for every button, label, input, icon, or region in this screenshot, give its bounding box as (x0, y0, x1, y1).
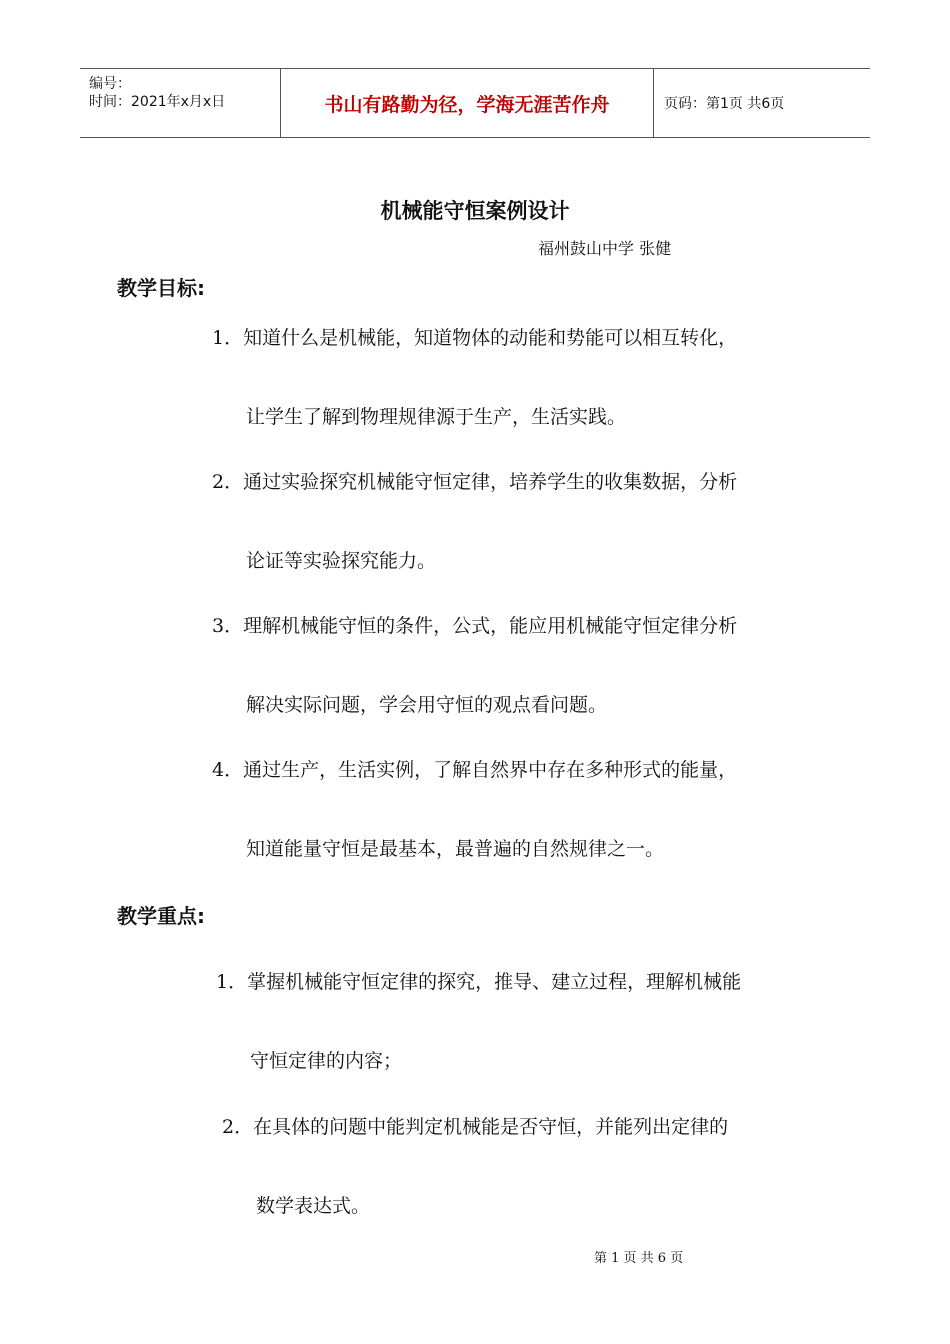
key-point-1-line-1: 1．掌握机械能守恒定律的探究，推导、建立过程，理解机械能 (216, 971, 742, 993)
goal-3-line-2: 解决实际问题，学会用守恒的观点看问题。 (246, 694, 608, 716)
goal-4-line-1: 4．通过生产，生活实例，了解自然界中存在多种形式的能量， (212, 759, 738, 781)
page-info: 页码：第1页 共6页 (664, 96, 785, 112)
section-heading-goals: 教学目标: (117, 276, 205, 300)
goal-4-line-2: 知道能量守恒是最基本，最普遍的自然规律之一。 (246, 838, 665, 860)
time-label: 时间：2021年x月x日 (89, 94, 226, 110)
motto: 书山有路勤为径，学海无涯苦作舟 (324, 93, 610, 116)
goal-2-line-1: 2．通过实验探究机械能守恒定律，培养学生的收集数据，分析 (212, 471, 738, 493)
page-footer: 第 1 页 共 6 页 (594, 1251, 684, 1266)
key-point-2-line-1: 2．在具体的问题中能判定机械能是否守恒，并能列出定律的 (222, 1116, 729, 1138)
goal-1-line-1: 1．知道什么是机械能，知道物体的动能和势能可以相互转化， (212, 327, 738, 349)
document-author: 福州鼓山中学 张健 (538, 239, 672, 258)
goal-2-line-2: 论证等实验探究能力。 (246, 550, 437, 572)
key-point-1-line-2: 守恒定律的内容； (250, 1050, 403, 1072)
header-page-cell (654, 69, 870, 137)
document-title: 机械能守恒案例设计 (380, 199, 570, 223)
header-motto-cell (281, 69, 654, 137)
section-heading-key-points: 教学重点: (117, 904, 205, 928)
key-point-2-line-2: 数学表达式。 (256, 1195, 371, 1217)
header-table (80, 68, 870, 138)
goal-3-line-1: 3．理解机械能守恒的条件，公式，能应用机械能守恒定律分析 (212, 615, 738, 637)
header-meta-cell (80, 69, 281, 137)
number-label: 编号： (89, 76, 131, 92)
goal-1-line-2: 让学生了解到物理规律源于生产，生活实践。 (246, 406, 627, 428)
